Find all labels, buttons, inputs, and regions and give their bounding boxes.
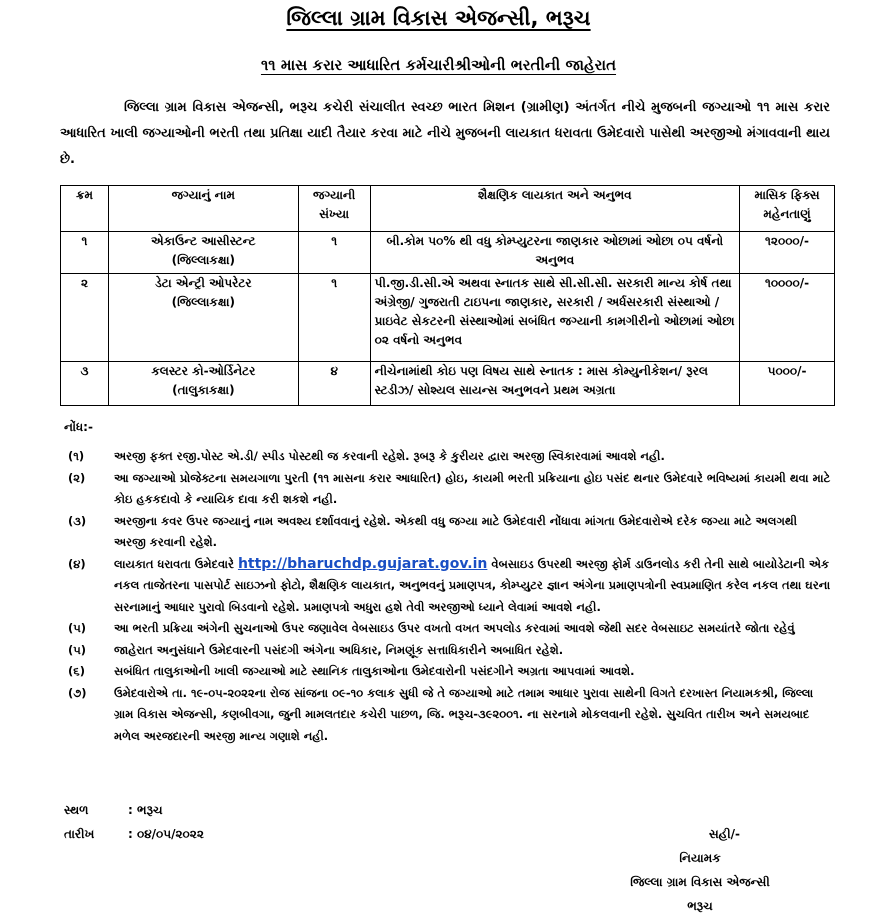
note-text: અરજીના કવર ઉપર જગ્યાનું નામ અવશ્ય દર્શાવવાનું રહેશે. એકથી વધુ જગ્યા માટે ઉમેદવારી નોંધાવા માંગતા ઉમેદવારોએ દરેક જગ્યા માટે અલગથી અરજી કરવાની રહેશે. [114, 513, 797, 549]
post-name: ડેટા એન્ટ્રી ઓપરેટર [155, 276, 252, 290]
note-number: (૧) [68, 449, 85, 463]
date-line [64, 822, 204, 846]
place-line [64, 798, 204, 822]
place-value: : ભરૂચ [128, 803, 163, 817]
cell-salary: ૫૦૦૦/- [740, 362, 835, 406]
list-item [62, 683, 832, 748]
cell-qualification: પી.જી.ડી.સી.એ અથવા સ્નાતક સાથે સી.સી.સી. સરકારી માન્ય કોર્ષ તથા અંગ્રેજી/ ગુજરાતી ટાઇપના જાણકાર, સરકારી / અર્ધસરકારી સંસ્થાઓ / પ્રાઇવેટ સેકટરની સંસ્થાઓમાં સબંધિત જગ્યાની કામગીરીનો ઓછામાં ઓછા ૦૨ વર્ષનો અનુભવ [370, 274, 739, 362]
note-text-before-link: લાયકાત ધરાવતા ઉમેદવારે [114, 556, 234, 571]
post-level: (જિલ્લાકક્ષા) [171, 295, 236, 309]
posts-table [60, 185, 835, 406]
cell-salary: ૧૦૦૦૦/- [740, 274, 835, 362]
note-number: (૭) [68, 685, 87, 700]
note-number: (૬) [68, 664, 85, 678]
post-level: (તાલુકાકક્ષા) [172, 383, 235, 397]
intro-paragraph [60, 95, 830, 173]
notes-list [62, 446, 832, 747]
date-value: : ૦૪/૦૫/૨૦૨૨ [128, 827, 204, 841]
cell-qualification: બી.કોમ ૫૦% થી વધુ કોમ્પ્યુટરના જાણકાર ઓછામાં ઓછા ૦૫ વર્ષનો અનુભવ [370, 232, 739, 274]
note-number: (૨) [68, 470, 86, 485]
cell-count: ૪ [298, 362, 370, 406]
intro-text: જિલ્લા ગ્રામ વિકાસ એજન્સી, ભરૂચ કચેરી સંચાલીત સ્વચ્છ ભારત મિશન (ગ્રામીણ) અંતર્ગત નીચે મુજબની જગ્યાઓ ૧૧ માસ કરાર આધારિત ખાલી જગ્યાઓની ભરતી તથા પ્રતિક્ષા યાદી તૈયાર કરવા માટે નીચે મુજબની લાયકાત ધરાવતા ઉમેદવારો પાસેથી અરજીઓ મંગાવવાની થાય છે. [60, 100, 830, 167]
list-item [62, 661, 832, 683]
list-item [62, 640, 832, 662]
cell-sr: ૨ [61, 274, 109, 362]
list-item [62, 618, 832, 640]
note-text: સબંધિત તાલુકાઓની ખાલી જગ્યાઓ માટે સ્થાનિક તાલુકાઓના ઉમેદવારોની પસંદગીને અગ્રતા આપવામાં આવશે. [114, 664, 635, 678]
table-row [61, 232, 835, 274]
header-salary: માસિક ફિક્સ મહેનતાણું [740, 186, 835, 232]
note-text: આ જગ્યાઓ પ્રોજેક્ટના સમયગાળા પુરતી (૧૧ માસના કરાર આધારિત) હોઇ, કાયમી ભરતી પ્રક્રિયાના હોઇ પસંદ થનાર ઉમેદવારે ભવિષ્યમાં કાયમી થવા માટે કોઇ હકકદાવો કે ન્યાયિક દાવા કરી શકશે નહી. [114, 470, 831, 506]
office-city: ભરૂચ [687, 899, 713, 913]
post-name: કલસ્ટર કો-ઓર્ડિનેટર [151, 364, 256, 378]
cell-salary: ૧૨૦૦૦/- [740, 232, 835, 274]
signature: સહી/- [708, 827, 740, 841]
note-text-after-link: વેબસાઇડ ઉપરથી અરજી ફોર્મ ડાઉનલોડ કરી તેની સાથે બાયોડેટાની એક નકલ તાજેતરના પાસપોર્ટ સાઇઝનો ફોટો, શૈક્ષણિક લાયકાત, અનુભવનું પ્રમાણપત્ર, કોમ્પ્યુટર જ્ઞાન અંગેના પ્રમાણપત્રોની સ્વપ્રમાણિત કરેલ નકલ તથા ઘરના સરનામાનું આધાર પુરાવો બિડવાનો રહેશે. પ્રમાણપત્રો અધુરા હશે તેવી અરજીઓ ધ્યાને લેવામાં આવશે નહી. [114, 556, 831, 614]
post-name: એકાઉન્ટ આસીસ્ટન્ટ [151, 234, 256, 248]
cell-count: ૧ [298, 232, 370, 274]
table-row [61, 274, 835, 362]
header-sr: ક્રમ [61, 186, 109, 232]
cell-post [108, 232, 298, 274]
list-item [62, 468, 832, 511]
place-date-block [64, 798, 204, 846]
place-label: સ્થળ [64, 803, 89, 817]
table-row [61, 362, 835, 406]
note-number: (૪) [68, 556, 86, 571]
signature-block [560, 822, 840, 918]
table-header-row [61, 186, 835, 232]
notes-label: નોંધ:- [64, 420, 93, 434]
designation: નિયામક [679, 851, 721, 865]
note-text: જાહેરાત અનુસંધાને ઉમેદવારની પસંદગી અંગેના અધિકાર, નિમણૂંક સત્તાધિકારીને અબાધિત રહેશે. [114, 642, 564, 657]
note-text: આ ભરતી પ્રક્રિયા અંગેની સુચનાઓ ઉપર જણાવેલ વેબસાઇડ ઉપર વખતો વખત અપલોડ કરવામાં આવશે જેથી સદર વેબસાઇટ સમયાંતરે જોતા રહેવું [114, 621, 795, 635]
cell-count: ૧ [298, 274, 370, 362]
website-link[interactable]: http://bharuchdp.gujarat.gov.in [237, 555, 488, 572]
cell-sr: ૧ [61, 232, 109, 274]
page-subtitle: ૧૧ માસ કરાર આધારિત કર્મચારીશ્રીઓની ભરતીની જાહેરાત [260, 56, 617, 74]
date-label: તારીખ [64, 827, 95, 841]
page-title: જિલ્લા ગ્રામ વિકાસ એજન્સી, ભરૂચ [286, 6, 591, 30]
note-text: ઉમેદવારોએ તા. ૧૯-૦૫-૨૦૨૨ના રોજ સાંજના ૦૯-૧૦ કલાક સુધી જે તે જગ્યાઓ માટે તમામ આધાર પુરાવા સાથેની વિગતે દરખાસ્ત નિયામકશ્રી, જિલ્લા ગ્રામ વિકાસ એજન્સી, કણબીવગા, જુની મામલતદાર કચેરી પાછળ, જિ. ભરૂચ-૩૯૨૦૦૧. ના સરનામે મોકલવાની રહેશે. સુચવિત તારીખ અને સમયબાદ મળેલ અરજદારની અરજી માન્ય ગણાશે નહી. [114, 685, 814, 743]
office-name: જિલ્લા ગ્રામ વિકાસ એજન્સી [630, 875, 770, 889]
note-number: (૩) [68, 513, 87, 528]
header-count: જગ્યાની સંખ્યા [298, 186, 370, 232]
cell-post [108, 274, 298, 362]
note-number: (૫) [68, 642, 87, 657]
header-qualification: શૈક્ષણિક લાયકાત અને અનુભવ [370, 186, 739, 232]
list-item [62, 446, 832, 468]
list-item [62, 511, 832, 554]
note-text: અરજી ફક્ત રજી.પોસ્ટ એ.ડી/ સ્પીડ પોસ્ટથી જ કરવાની રહેશે. રૂબરૂ કે કુરીયર દ્વારા અરજી સ્વિકારવામાં આવશે નહી. [114, 449, 665, 463]
note-number: (૫) [68, 621, 87, 635]
cell-sr: ૩ [61, 362, 109, 406]
post-level: (જિલ્લાકક્ષા) [171, 253, 236, 267]
cell-post [108, 362, 298, 406]
list-item [62, 554, 832, 619]
header-post: જગ્યાનું નામ [108, 186, 298, 232]
cell-qualification: નીચેનામાંથી કોઇ પણ વિષય સાથે સ્નાતક : માસ કોમ્યુનીકેશન/ રૂરલ સ્ટડીઝ/ સોશ્યલ સાયન્સ અનુભવને પ્રથમ અગ્રતા [370, 362, 739, 406]
